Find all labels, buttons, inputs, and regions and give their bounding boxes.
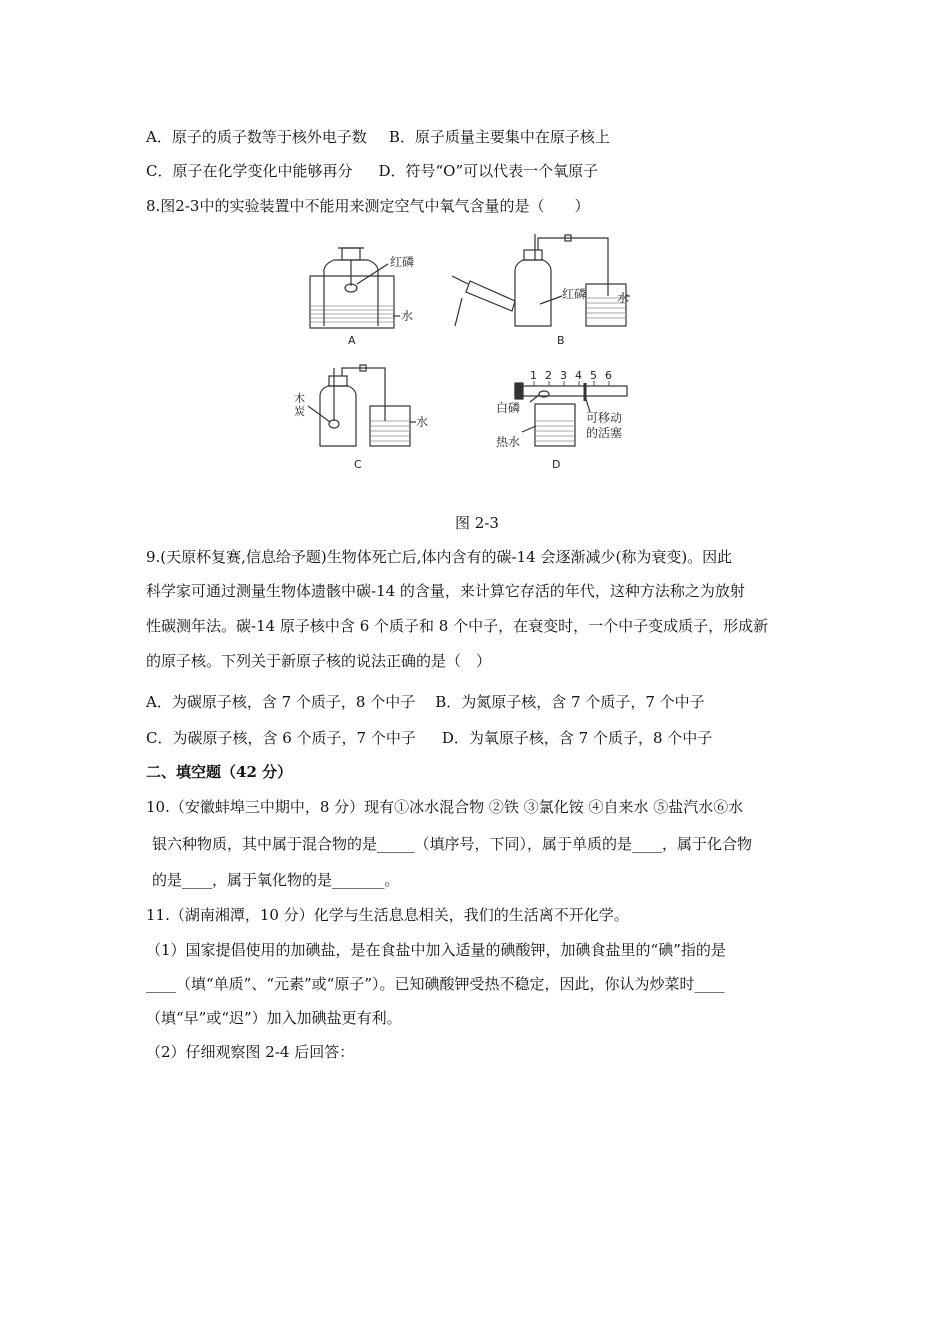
q7-option-a: A．原子的质子数等于核外电子数 (146, 128, 367, 146)
q7-options-row-2 (146, 161, 598, 181)
q9-option-d: D．为氧原子核，含 7 个质子，8 个中子 (441, 729, 713, 747)
label-d-white-p: 白磷 (496, 401, 521, 415)
label-a: A (348, 334, 356, 347)
q9-line-4: 的原子核。下列关于新原子核的说法正确的是（ ） (146, 652, 492, 670)
apparatus-d (496, 369, 627, 471)
label-b: B (557, 334, 565, 347)
d-scale-6: 6 (605, 369, 612, 382)
q11-line-5: （2）仔细观察图 2-4 后回答： (146, 1043, 355, 1061)
d-scale-4: 4 (575, 369, 582, 382)
q9-options-row-2 (146, 728, 712, 748)
label-d-piston-1: 可移动 (586, 411, 623, 425)
q11-line-3: ____（填“单质”、“元素”或“原子”）。已知碘酸钾受热不稳定，因此，你认为炒菜时____ (146, 975, 725, 993)
d-scale-5: 5 (590, 369, 597, 382)
q11-line-1: 11.（湖南湘潭，10 分）化学与生活息息相关，我们的生活离不开化学。 (146, 906, 629, 924)
d-scale-3: 3 (560, 369, 567, 382)
q10-line-2: 银六种物质，其中属于混合物的是_____（填序号，下同），属于单质的是____，属于化合物 (152, 835, 753, 853)
figure-2-3-apparatus (290, 226, 630, 476)
apparatus-a (310, 248, 414, 347)
q7-option-d: D．符号“O”可以代表一个氧原子 (378, 162, 599, 180)
figure-caption: 图 2-3 (455, 514, 499, 532)
label-a-water: 水 (401, 309, 414, 323)
q10-line-1: 10.（安徽蚌埠三中期中，8 分）现有①冰水混合物 ②铁 ③氯化铵 ④自来水 ⑤盐汽水⑥水 (146, 798, 744, 816)
section-2-title: 二、填空题（42 分） (146, 763, 293, 781)
label-c: C (354, 458, 362, 471)
label-d: D (552, 458, 561, 471)
q7-option-b: B．原子质量主要集中在原子核上 (388, 128, 610, 146)
label-d-piston-2: 的活塞 (586, 426, 623, 440)
label-d-hot-water: 热水 (496, 435, 521, 449)
label-c-water: 水 (416, 415, 429, 429)
q9-option-a: A．为碳原子核，含 7 个质子，8 个中子 (146, 693, 416, 711)
q9-line-3: 性碳测年法。碳-14 原子核中含 6 个质子和 8 个中子，在衰变时，一个中子变成质子，形成新 (146, 617, 769, 635)
q9-line-2: 科学家可通过测量生物体遗骸中碳-14 的含量，来计算它存活的年代，这种方法称之为放射 (146, 582, 745, 600)
q11-line-2: （1）国家提倡使用的加碘盐，是在食盐中加入适量的碘酸钾，加碘食盐里的“碘”指的是 (146, 941, 726, 959)
label-c-charcoal-1: 木 (294, 392, 305, 405)
d-scale-1: 1 (530, 369, 537, 382)
q9-line-1: 9.(天原杯复赛,信息给予题)生物体死亡后,体内含有的碳-14 会逐渐减少(称为衰变)。因此 (146, 548, 733, 566)
q7-options-row-1 (146, 127, 610, 147)
label-b-water: 水 (617, 291, 630, 305)
label-b-red-p: 红磷 (562, 287, 587, 301)
q11-line-4: （填“早”或“迟”）加入加碘盐更有利。 (146, 1009, 402, 1027)
label-c-charcoal-2: 炭 (294, 405, 305, 418)
d-scale-2: 2 (545, 369, 552, 382)
q9-options-row-1 (146, 692, 705, 712)
apparatus-c (294, 365, 428, 471)
q10-line-3: 的是____，属于氧化物的是_______。 (152, 871, 400, 889)
q7-option-c: C．原子在化学变化中能够再分 (146, 162, 353, 180)
q8-stem: 8.图2-3中的实验装置中不能用来测定空气中氧气含量的是（ ） (146, 197, 590, 215)
q9-option-c: C．为碳原子核，含 6 个质子，7 个中子 (146, 729, 416, 747)
apparatus-drawing (290, 226, 630, 476)
q9-option-b: B．为氮原子核，含 7 个质子，7 个中子 (435, 693, 705, 711)
apparatus-b (452, 234, 630, 347)
label-a-red-p: 红磷 (390, 255, 415, 269)
